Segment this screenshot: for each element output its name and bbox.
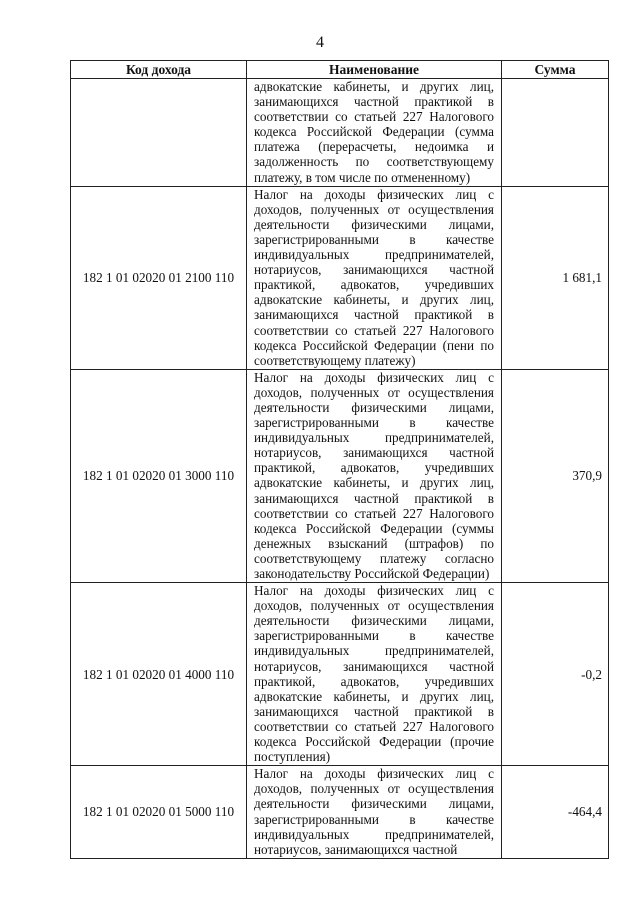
header-amount: Сумма [502, 61, 609, 79]
revenue-name-cell: Налог на доходы физических лиц с доходов, полученных от осуществления деятельности физическими лицами, зарегистрированными в качестве индивидуальных предпринимателей, нотариусов, занимающихся частной практикой, адвокатов, учредивших адвокатские кабинеты, и других лиц, занимающихся частной практикой в соответствии со статьей 227 Налогового кодекса Российской Федерации (пени по соответствующему платежу) [247, 186, 502, 369]
revenue-amount-cell [502, 79, 609, 187]
table-row [71, 369, 609, 582]
revenue-name-cell: Налог на доходы физических лиц с доходов, полученных от осуществления деятельности физическими лицами, зарегистрированными в качестве индивидуальных предпринимателей, нотариусов, занимающихся частной [247, 766, 502, 859]
header-code: Код дохода [71, 61, 247, 79]
revenue-amount-cell: -464,4 [502, 766, 609, 859]
table-row [71, 186, 609, 369]
table-header-row [71, 61, 609, 79]
revenue-table [70, 60, 609, 859]
table-row [71, 583, 609, 766]
revenue-name-cell: Налог на доходы физических лиц с доходов, полученных от осуществления деятельности физическими лицами, зарегистрированными в качестве индивидуальных предпринимателей, нотариусов, занимающихся частной практикой, адвокатов, учредивших адвокатские кабинеты, и других лиц, занимающихся частной практикой в соответствии со статьей 227 Налогового кодекса Российской Федерации (суммы денежных взысканий (штрафов) по соответствующему платежу согласно законодательству Российской Федерации) [247, 369, 502, 582]
revenue-code-cell: 182 1 01 02020 01 5000 110 [71, 766, 247, 859]
revenue-code-cell: 182 1 01 02020 01 3000 110 [71, 369, 247, 582]
page-number: 4 [316, 34, 324, 51]
header-name: Наименование [247, 61, 502, 79]
revenue-code-cell [71, 79, 247, 187]
revenue-code-cell: 182 1 01 02020 01 2100 110 [71, 186, 247, 369]
revenue-amount-cell: -0,2 [502, 583, 609, 766]
revenue-amount-cell: 370,9 [502, 369, 609, 582]
table-row [71, 766, 609, 859]
revenue-code-cell: 182 1 01 02020 01 4000 110 [71, 583, 247, 766]
table-row [71, 79, 609, 187]
revenue-amount-cell: 1 681,1 [502, 186, 609, 369]
revenue-name-cell: Налог на доходы физических лиц с доходов, полученных от осуществления деятельности физическими лицами, зарегистрированными в качестве индивидуальных предпринимателей, нотариусов, занимающихся частной практикой, адвокатов, учредивших адвокатские кабинеты, и других лиц, занимающихся частной практикой в соответствии со статьей 227 Налогового кодекса Российской Федерации (прочие поступления) [247, 583, 502, 766]
revenue-name-cell: адвокатские кабинеты, и других лиц, занимающихся частной практикой в соответствии со статьей 227 Налогового кодекса Российской Федерации (сумма платежа (перерасчеты, недоимка и задолженность по соответствующему платежу, в том числе по отмененному) [247, 79, 502, 187]
